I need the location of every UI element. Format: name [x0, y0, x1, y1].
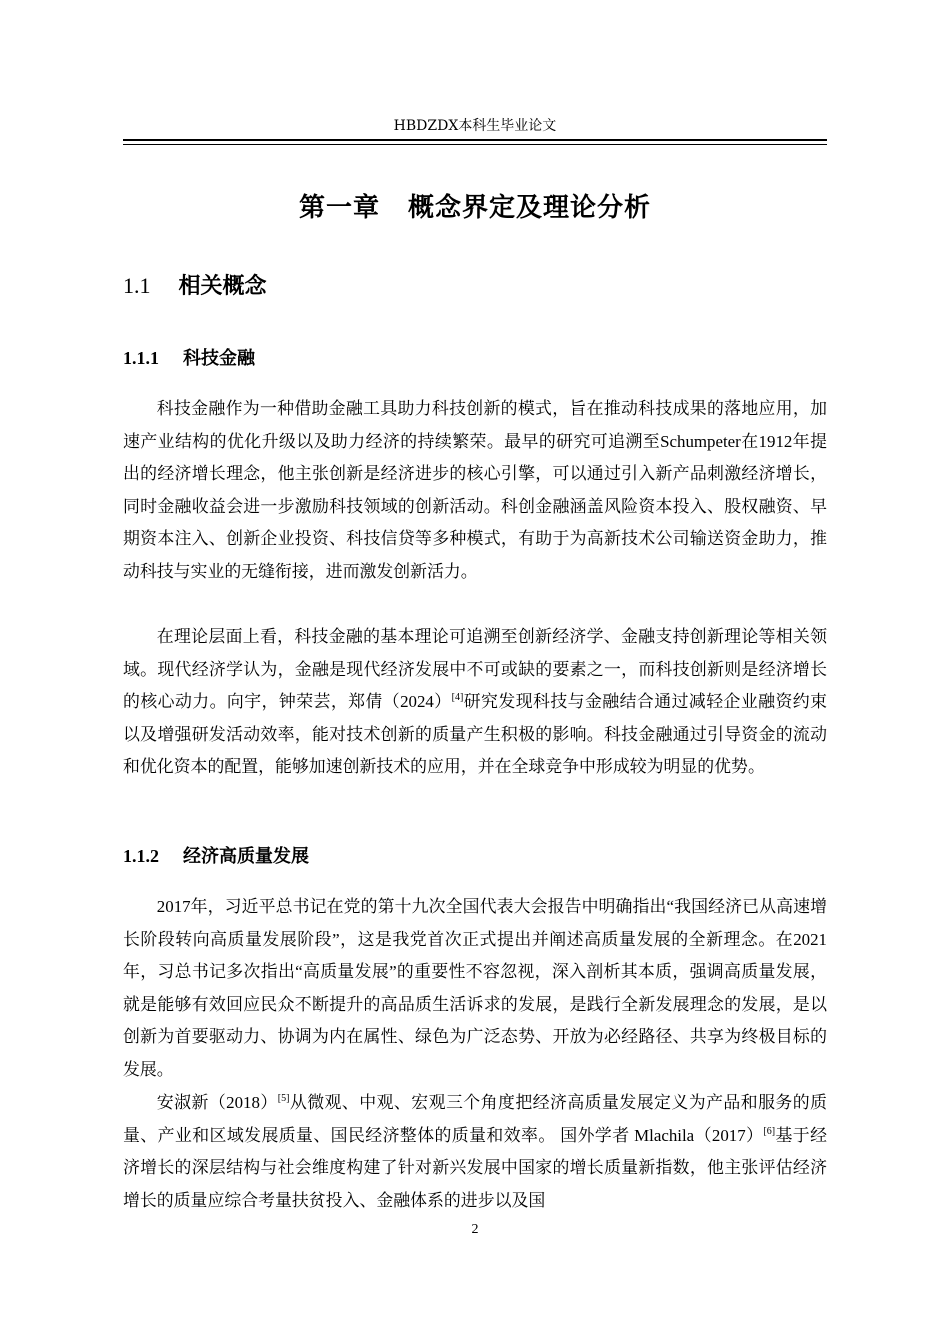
subsection-number: 1.1.1 — [123, 348, 159, 368]
subsection-heading-2 — [123, 841, 309, 872]
paragraph-1: 科技金融作为一种借助金融工具助力科技创新的模式，旨在推动科技成果的落地应用，加速产业结构的优化升级以及助力经济的持续繁荣。最早的研究可追溯至Schumpeter在1912年提出的经济增长理念，他主张创新是经济进步的核心引擎，可以通过引入新产品刺激经济增长，同时金融收益会进一步激励科技领域的创新活动。科创金融涵盖风险资本投入、股权融资、早期资本注入、创新企业投资、科技信贷等多种模式，有助于为高新技术公司输送资金助力，推动科技与实业的无缝衔接，进而激发创新活力。 — [123, 399, 827, 581]
chapter-title: 概念界定及理论分析 — [408, 193, 652, 223]
subsection-title: 科技金融 — [183, 348, 255, 369]
citation-ref-5: [5] — [277, 1093, 290, 1104]
running-header: HBDZDX本科生毕业论文 — [393, 118, 557, 134]
section-number: 1.1 — [123, 273, 151, 298]
subsection-heading-1 — [123, 343, 255, 374]
paragraph-3: 2017年，习近平总书记在党的第十九次全国代表大会报告中明确指出“我国经济已从高速增长阶段转向高质量发展阶段”，这是我党首次正式提出并阐述高质量发展的全新理念。在2021年，习总书记多次指出“高质量发展”的重要性不容忽视，深入剖析其本质，强调高质量发展，就是能够有效回应民众不断提升的高品质生活诉求的发展，是践行全新发展理念的发展，是以创新为首要驱动力、协调为内在属性、绿色为广泛态势、开放为必经路径、共享为终极目标的发展。 — [123, 897, 827, 1079]
paragraph-2 — [123, 621, 827, 784]
header-rule-thick — [123, 139, 827, 141]
citation-ref-6: [6] — [763, 1125, 776, 1137]
chapter-heading — [123, 188, 827, 228]
chapter-number: 第一章 — [298, 193, 380, 223]
citation-ref-4: [4] — [451, 692, 464, 704]
paragraph-2-text-b: 研究发现科技与金融结合通过减轻企业融资约束以及增强研发活动效率，能对技术创新的质量产生积极的影响。科技金融通过引导资金的流动和优化资本的配置，能够加速创新技术的应用，并在全球竞争中形成较为明显的优势。 — [123, 692, 828, 777]
paragraph-4-text-c: 基于经济增长的深层结构与社会维度构建了针对新兴发展中国家的增长质量新指数，他主张评估经济增长的质量应综合考量扶贫投入、金融体系的进步以及国 — [123, 1125, 827, 1210]
subsection-number: 1.1.2 — [123, 846, 159, 866]
paragraph-4-text-b: 从微观、中观、宏观三个角度把经济高质量发展定义为产品和服务的质量、产业和区域发展质量、国民经济整体的质量和效率。 国外学者 Mlachila（2017） — [123, 1093, 828, 1145]
paragraph-4-text-a: 安淑新（2018） — [156, 1093, 278, 1112]
header-rule-thin — [123, 144, 827, 145]
paragraph-4 — [123, 1087, 827, 1217]
section-heading — [123, 268, 267, 305]
paragraph-2-text-a: 在理论层面上看，科技金融的基本理论可追溯至创新经济学、金融支持创新理论等相关领域。现代经济学认为，金融是现代经济发展中不可或缺的要素之一，而科技创新则是经济增长的核心动力。向宇，钟荣芸，郑倩（2024） — [123, 627, 827, 712]
page-number: 2 — [471, 1222, 479, 1237]
subsection-title: 经济高质量发展 — [183, 846, 309, 867]
section-title: 相关概念 — [178, 274, 267, 299]
